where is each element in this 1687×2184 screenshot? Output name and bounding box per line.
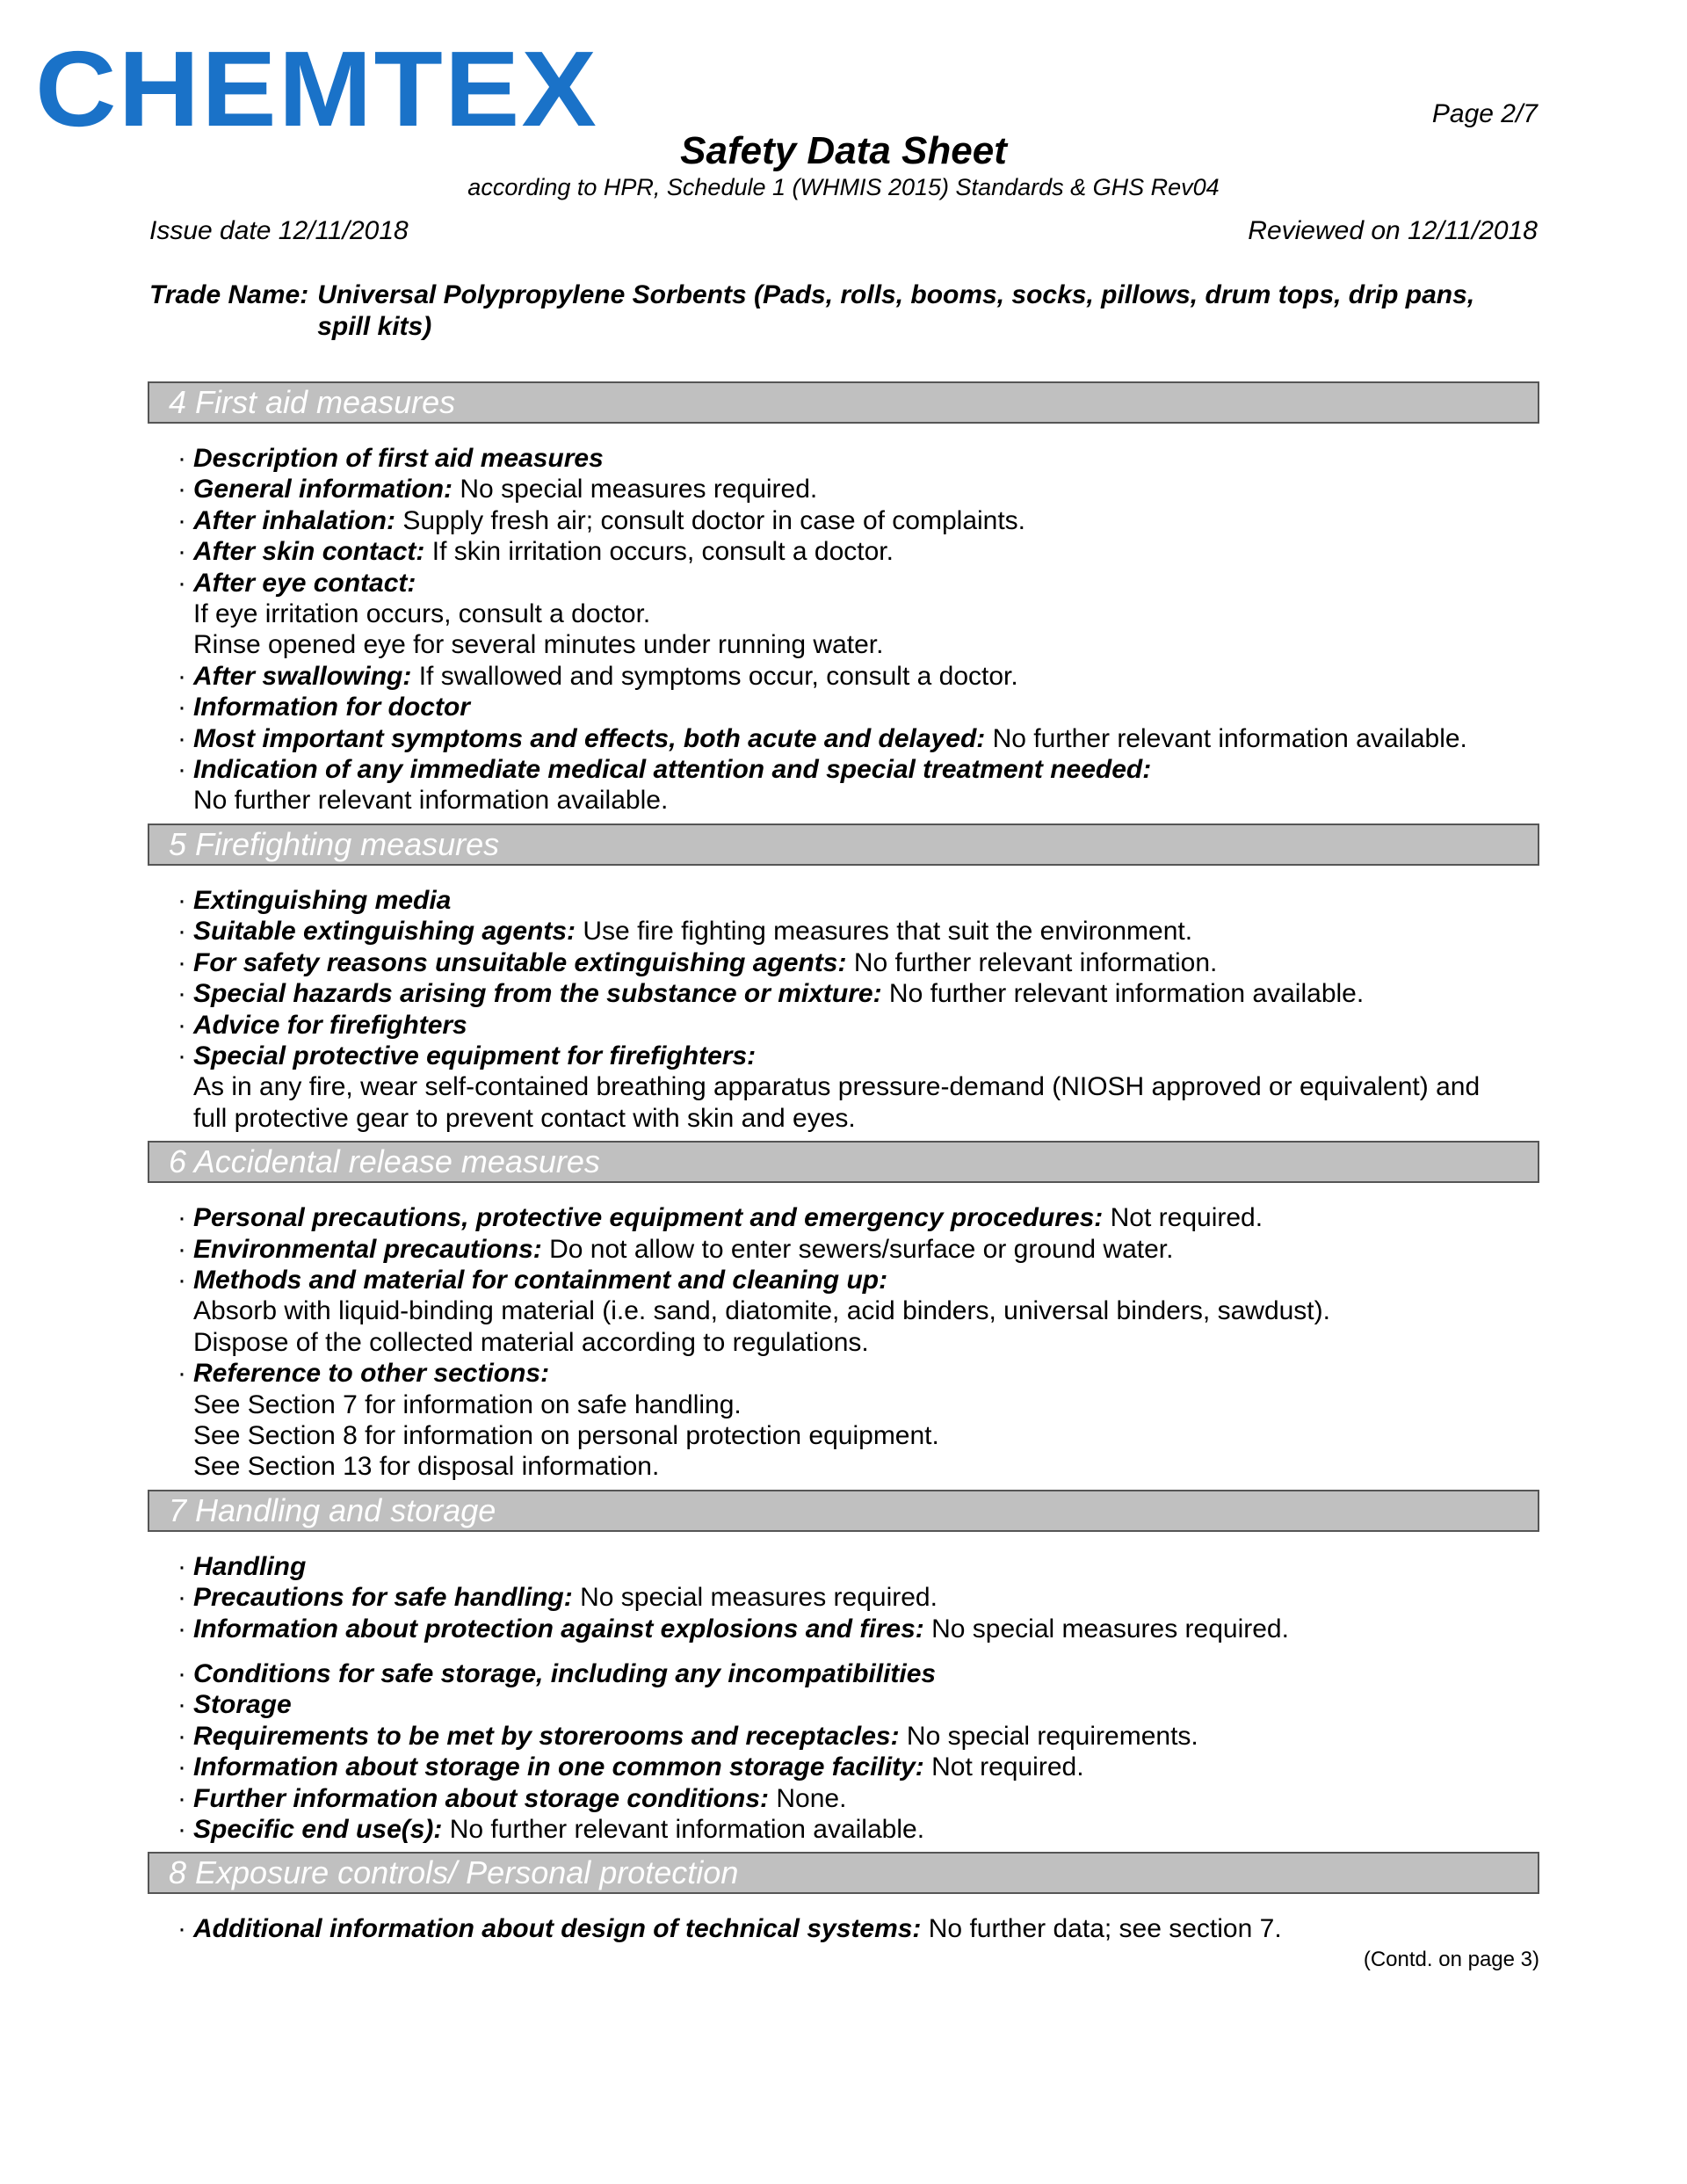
list-item-detail: full protective gear to prevent contact with skin and eyes. bbox=[193, 1103, 856, 1133]
list-item-detail: Absorb with liquid-binding material (i.e. sand, diatomite, acid binders, universal binders, sawdust). bbox=[193, 1296, 1330, 1326]
document-subtitle: according to HPR, Schedule 1 (WHMIS 2015) Standards & GHS Rev04 bbox=[467, 174, 1220, 200]
list-item-detail: As in any fire, wear self-contained breathing apparatus pressure-demand (NIOSH approved or equivalent) and bbox=[193, 1072, 1481, 1102]
list-item: · Description of first aid measures bbox=[148, 443, 1539, 474]
document-title: Safety Data Sheet bbox=[680, 129, 1007, 172]
list-item: · Information about storage in one common storage facility: Not required. bbox=[148, 1752, 1539, 1782]
section-7 bbox=[148, 1490, 1539, 1846]
section-6 bbox=[148, 1141, 1539, 1483]
list-item-detail: Rinse opened eye for several minutes under running water. bbox=[193, 630, 884, 660]
list-item: · Special hazards arising from the substance or mixture: No further relevant information available. bbox=[148, 978, 1539, 1009]
list-item-detail: If eye irritation occurs, consult a doctor. bbox=[193, 599, 651, 629]
list-item-detail: No further relevant information available. bbox=[193, 786, 669, 816]
list-item-detail: See Section 7 for information on safe handling. bbox=[193, 1389, 742, 1419]
list-item: · Suitable extinguishing agents: Use fire fighting measures that suit the environment. bbox=[148, 916, 1539, 947]
list-item: · After inhalation: Supply fresh air; consult doctor in case of complaints. bbox=[148, 505, 1539, 536]
issue-date: Issue date 12/11/2018 bbox=[149, 216, 409, 245]
reviewed-date: Reviewed on 12/11/2018 bbox=[1248, 216, 1538, 245]
list-item-detail: See Section 13 for disposal information. bbox=[193, 1452, 660, 1482]
list-item: · Precautions for safe handling: No special measures required. bbox=[148, 1582, 1539, 1613]
list-item: · Handling bbox=[148, 1551, 1539, 1582]
list-item: · Further information about storage conditions: None. bbox=[148, 1783, 1539, 1814]
list-item: · For safety reasons unsuitable extinguishing agents: No further relevant information. bbox=[148, 947, 1539, 978]
list-item-detail: Dispose of the collected material according to regulations. bbox=[193, 1327, 869, 1357]
section-8 bbox=[148, 1852, 1539, 1972]
list-item: · After eye contact: bbox=[148, 568, 1539, 599]
list-item: · Conditions for safe storage, including any incompatibilities bbox=[148, 1658, 1539, 1689]
list-item: · Storage bbox=[148, 1689, 1539, 1720]
trade-name-label: Trade Name: bbox=[149, 280, 309, 309]
list-item: · After skin contact: If skin irritation occurs, consult a doctor. bbox=[148, 536, 1539, 567]
trade-name bbox=[149, 279, 1546, 343]
list-item: · General information: No special measures required. bbox=[148, 474, 1539, 504]
chemtex-logo: CHEMTEX bbox=[35, 29, 599, 149]
list-item: · Environmental precautions: Do not allow to enter sewers/surface or ground water. bbox=[148, 1234, 1539, 1265]
section-6-header: 6 Accidental release measures bbox=[148, 1141, 1539, 1183]
list-item: · Information for doctor bbox=[148, 692, 1539, 722]
list-item: · Additional information about design of technical systems: No further data; see section 7. bbox=[148, 1913, 1539, 1944]
section-4 bbox=[148, 381, 1539, 816]
section-5 bbox=[148, 824, 1539, 1134]
list-item: · Extinguishing media bbox=[148, 885, 1539, 916]
list-item: · Special protective equipment for firefighters: bbox=[148, 1041, 1539, 1071]
continued-note: (Contd. on page 3) bbox=[1363, 1947, 1539, 1971]
section-8-header: 8 Exposure controls/ Personal protection bbox=[148, 1852, 1539, 1894]
list-item: · Methods and material for containment and cleaning up: bbox=[148, 1265, 1539, 1295]
list-item: · Specific end use(s): No further relevant information available. bbox=[148, 1814, 1539, 1845]
page-number: Page 2/7 bbox=[1431, 99, 1538, 128]
list-item: · Advice for firefighters bbox=[148, 1010, 1539, 1041]
trade-name-value: Universal Polypropylene Sorbents (Pads, rolls, booms, socks, pillows, drum tops, drip pans, spill kits) bbox=[317, 280, 1475, 341]
list-item: · Indication of any immediate medical attention and special treatment needed: bbox=[148, 754, 1539, 785]
list-item: · Reference to other sections: bbox=[148, 1358, 1539, 1389]
section-5-header: 5 Firefighting measures bbox=[148, 824, 1539, 866]
section-7-header: 7 Handling and storage bbox=[148, 1490, 1539, 1532]
list-item-detail: See Section 8 for information on personal protection equipment. bbox=[193, 1420, 939, 1450]
list-item: · Information about protection against explosions and fires: No special measures required. bbox=[148, 1614, 1539, 1644]
list-item: · After swallowing: If swallowed and symptoms occur, consult a doctor. bbox=[148, 661, 1539, 692]
sds-content bbox=[148, 381, 1539, 1980]
list-item: · Personal precautions, protective equipment and emergency procedures: Not required. bbox=[148, 1202, 1539, 1233]
list-item: · Requirements to be met by storerooms and receptacles: No special requirements. bbox=[148, 1721, 1539, 1752]
section-4-header: 4 First aid measures bbox=[148, 381, 1539, 424]
list-item: · Most important symptoms and effects, both acute and delayed: No further relevant information available. bbox=[148, 723, 1539, 754]
